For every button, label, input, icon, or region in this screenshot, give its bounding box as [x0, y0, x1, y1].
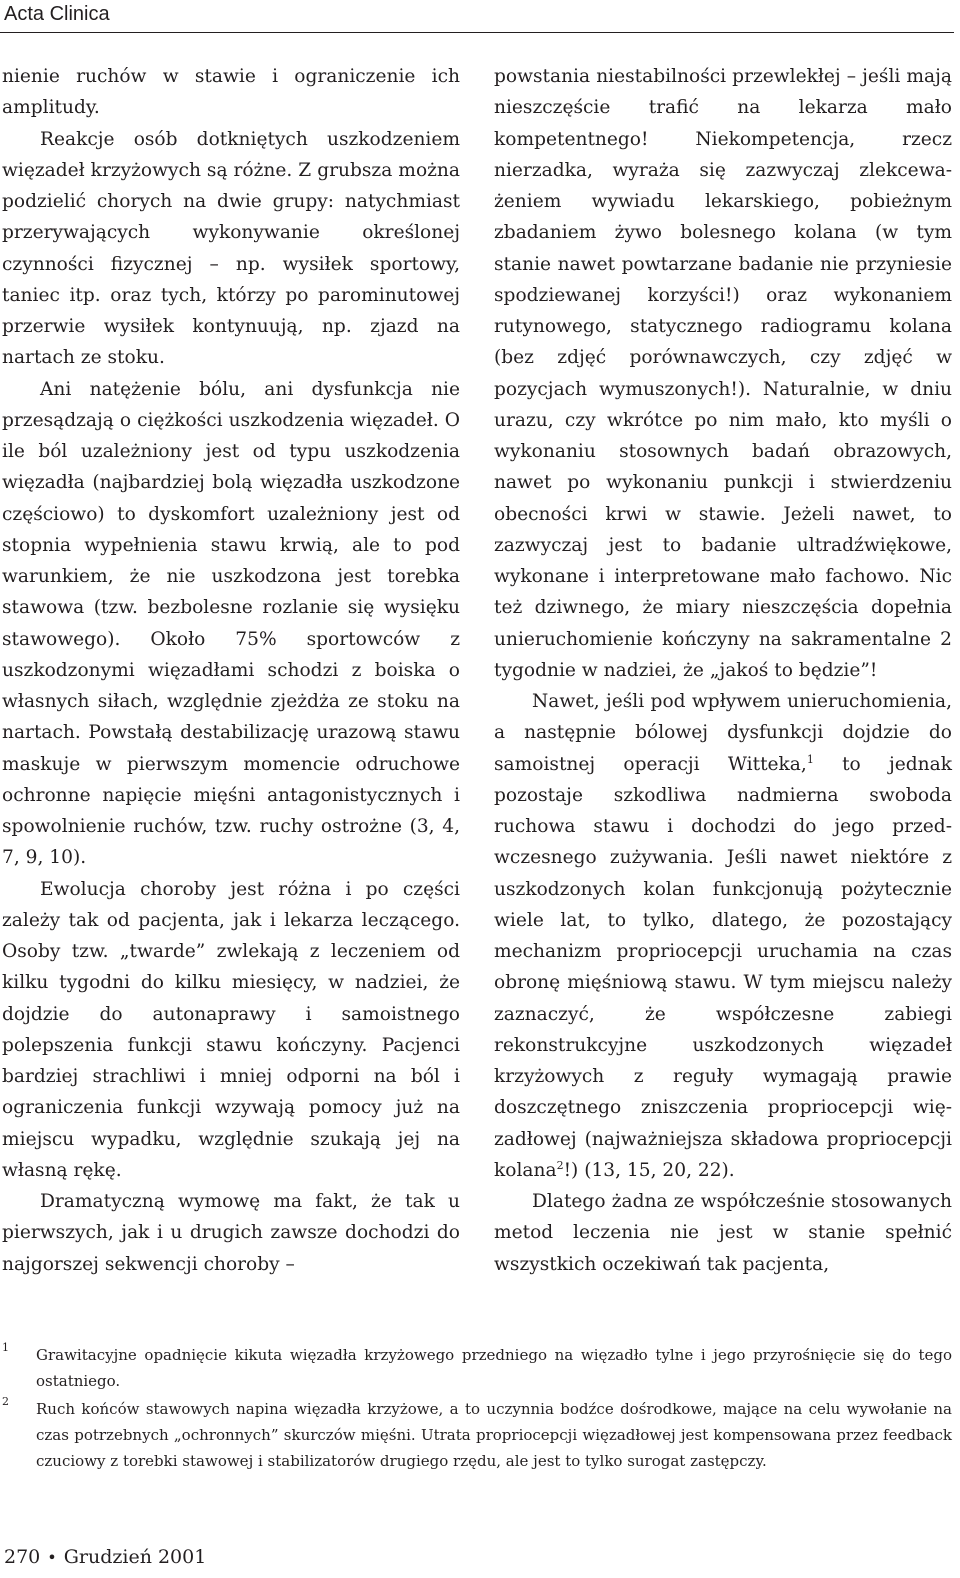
left-paragraph-5: Dramatyczną wymowę ma fakt, że tak u pierwszych, jak i u drugich zawsze dochodzi do najgorszej sekwencji choroby –: [2, 1191, 460, 1275]
left-paragraph-2: Reakcje osób dotkniętych uszkodzeniem więzadeł krzyżowych są różne. Z grubsza można podzielić chorych na dwie grupy: natychmiast przerywających wykonywanie określonej czynności fizycznej – np. wysiłek sportowy, taniec itp. oraz tych, którzy po parominutowej przerwie wysiłek kontynuują, np. zjazd na nartach ze stoku.: [2, 128, 460, 369]
right-paragraph-2-text: Nawet, jeśli pod wpływem unieruchomienia, a następnie bólowej dysfunkcji dojdzie do samoistnej operacji Witteka,: [494, 691, 952, 775]
left-paragraph-1: nienie ruchów w stawie i ograniczenie ich amplitudy.: [2, 66, 460, 119]
page-number: 270: [4, 1546, 41, 1568]
footnote-2-marker: 2: [2, 1395, 9, 1408]
footnote-reference-2: 2: [556, 1158, 564, 1172]
footnote-1-text: Grawitacyjne opadnięcie kikuta więzadła krzyżowego przedniego na więzadło tylne i jego przyrośnięcie się do tego ostatniego.: [36, 1346, 952, 1390]
right-paragraph-2-citations: !) (13, 15, 20, 22).: [563, 1159, 735, 1181]
right-paragraph-1: powstania niestabilności przewlekłej – jeśli mają nieszczęście trafić na lekarza mało kompetentnego! Niekompetencja, rzecz nierzadka, wyraża się zazwyczaj zlekceważeniem wywiadu lekarskiego, pobieżnym zbadaniem żywo bolesnego kolana (w tym stanie nawet powtarzane badanie nie przyniesie spodziewanej korzyści!) oraz wykonaniem rutynowego, statycznego radiogramu kolana (bez zdjęć porównawczych, czy zdjęć w pozycjach wymuszonych!). Naturalnie, w dniu urazu, czy wkrótce po nim mało, kto myśli o wykonaniu stosownych badań obrazowych, nawet po wykonaniu punkcji i stwierdzeniu obecności krwi w stawie. Jeżeli nawet, to zazwyczaj jest to badanie ultradźwiękowe, wykonane i interpretowane mało fachowo. Nic też dziwnego, że miary nieszczęścia dopełnia unieruchomienie kończyny na sakramentalne 2 tygodnie w nadziei, że „jakoś to będzie”!: [494, 66, 952, 681]
right-paragraph-3: Dlatego żadna ze współcześnie stosowanych metod leczenia nie jest w stanie spełnić wszystkich oczekiwań tak pacjenta,: [494, 1191, 952, 1275]
right-paragraph-2-text-continued: to jednak pozostaje szkodliwa nadmierna swoboda ruchowa stawu i dochodzi do jego przedwczesnego zużywania. Jeśli nawet niektóre z uszkodzonych kolan funkcjonują pożytecznie wiele lat, to tylko, dlatego, że pozostający mechanizm propriocepcji uruchamia na czas obronę mięśniową stawu. W tym miejscu należy zaznaczyć, że współczesne zabiegi rekonstrukcyjne uszkodzonych więzadeł krzyżowych z reguły wymagają prawie doszczętnego zniszczenia propriocepcji więzadłowej (najważniejsza składowa propriocepcji kolana: [494, 753, 952, 1181]
page-footer: [4, 1542, 206, 1573]
footnote-reference-1: 1: [806, 752, 814, 766]
footnotes: [2, 1342, 952, 1476]
footnote-1-marker: 1: [2, 1341, 9, 1354]
left-paragraph-3: Ani natężenie bólu, ani dysfunkcja nie przesądzają o ciężkości uszkodzenia więzadeł. O ile ból uzależniony jest od typu uszkodzenia więzadła (najbardziej bolą więzadła uszkodzone częściowo) to dyskomfort uzależniony jest od stopnia wypełnienia stawu krwią, ale to pod warunkiem, że nie uszkodzona jest torebka stawowa (tzw. bezbolesne rozlanie się wysięku stawowego). Około 75% sportowców z uszkodzonymi więzadłami schodzi z boiska o własnych siłach, względnie zjeżdża ze stoku na nartach. Powstałą destabilizację urazową stawu maskuje w pierwszym momencie odruchowe ochronne napięcie mięśni antagonistycznych i spowolnienie ruchów, tzw. ruchy ostrożne (3, 4, 7, 9, 10).: [2, 378, 460, 869]
footnote-1: [2, 1342, 952, 1394]
journal-name: Acta Clinica: [4, 3, 110, 25]
footnote-2: [2, 1396, 952, 1474]
right-column: [494, 61, 952, 1280]
footer-bullet: •: [47, 1548, 57, 1567]
left-column: [2, 61, 460, 1280]
footnote-2-text: Ruch końców stawowych napina więzadła krzyżowe, a to uczynnia bodźce dośrodkowe, mające na celu wywołanie na czas potrzebnych „ochronnych” skurczów mięśni. Utrata propriocepcji więzadłowej jest kompensowana przez feedback czuciowy z torebki stawowej i stabilizatorów drugiego rzędu, ale jest to tylko surogat zastępczy.: [36, 1400, 952, 1470]
left-paragraph-4: Ewolucja choroby jest różna i po części zależy tak od pacjenta, jak i lekarza leczącego. Osoby tzw. „twarde” zwlekają z leczeniem od kilku tygodni do kilku miesięcy, w nadziei, że dojdzie do autonaprawy i samoistnego polepszenia funkcji stawu kończyny. Pacjenci bardziej strachliwi i mniej odporni na ból i ograniczenia funkcji wzywają pomocy już na miejscu wypadku, względnie szukają jej na własną rękę.: [2, 878, 460, 1181]
journal-header: [0, 0, 954, 33]
right-paragraph-2: [494, 686, 952, 1186]
issue-date: Grudzień 2001: [63, 1546, 207, 1568]
